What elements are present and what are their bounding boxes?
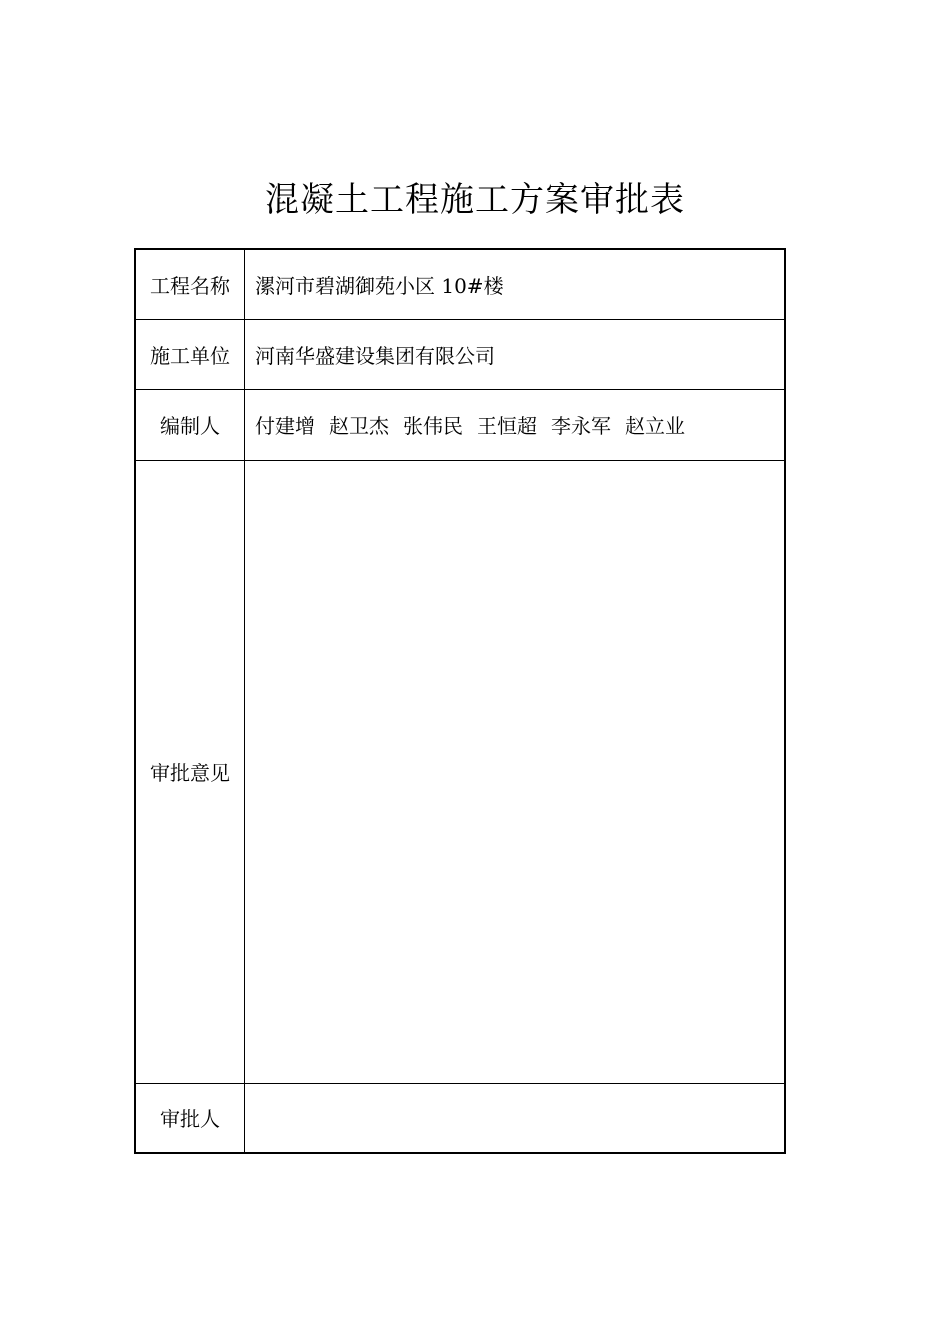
author-name: 赵立业 [625,414,685,438]
compiled-by-label: 编制人 [135,389,245,460]
approval-opinion-row [135,460,785,1083]
author-name: 张伟民 [403,414,463,438]
author-name: 付建增 [255,414,315,438]
approver-row [135,1083,785,1153]
construction-unit-value: 河南华盛建设集团有限公司 [245,319,786,389]
approver-field[interactable] [245,1083,786,1153]
author-name: 赵卫杰 [329,414,389,438]
approver-label: 审批人 [135,1083,245,1153]
construction-unit-row [135,319,785,389]
compiled-by-names [245,389,786,460]
project-name-row [135,249,785,319]
author-name: 李永军 [551,414,611,438]
approval-opinion-label: 审批意见 [135,460,245,1083]
project-name-label: 工程名称 [135,249,245,319]
approval-form-table [134,248,786,1154]
author-name: 王恒超 [477,414,537,438]
construction-unit-label: 施工单位 [135,319,245,389]
page-title: 混凝土工程施工方案审批表 [265,180,685,220]
approval-opinion-field[interactable] [245,460,786,1083]
project-name-value: 漯河市碧湖御苑小区 10#楼 [245,249,786,319]
compiled-by-row [135,389,785,460]
